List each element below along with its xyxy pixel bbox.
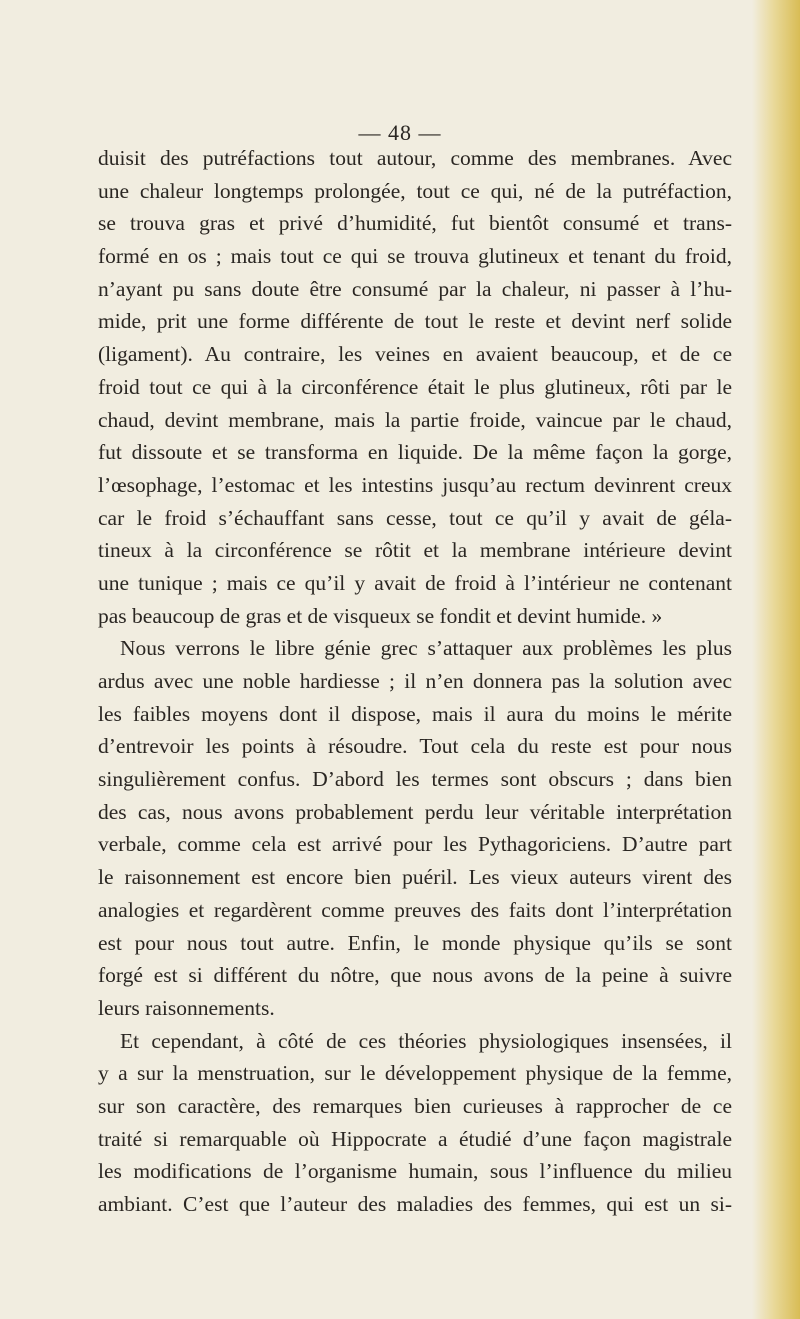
text-line: sur son caractère, des remarques bien curieuses à rapprocher de ce bbox=[98, 1093, 732, 1118]
text-line: Et cependant, à côté de ces théories physiologiques insensées, il bbox=[120, 1028, 732, 1053]
text-line: tineux à la circonférence se rôtit et la membrane intérieure devint bbox=[98, 538, 732, 563]
text-line: ardus avec une noble hardiesse ; il n’en donnera pas la solution avec bbox=[98, 669, 732, 693]
text-line: forgé est si différent du nôtre, que nous avons de la peine à suivre bbox=[98, 963, 732, 988]
body-text bbox=[98, 142, 732, 1221]
text-line: fut dissoute et se transforma en liquide. De la même façon la gorge, bbox=[98, 440, 732, 465]
text-line: car le froid s’échauffant sans cesse, tout ce qu’il y avait de géla- bbox=[98, 505, 732, 530]
text-line: une chaleur longtemps prolongée, tout ce qui, né de la putréfaction, bbox=[98, 178, 732, 203]
text-line: est pour nous tout autre. Enfin, le monde physique qu’ils se sont bbox=[98, 930, 732, 955]
text-line: duisit des putréfactions tout autour, comme des membranes. Avec bbox=[98, 146, 732, 170]
text-line: une tunique ; mais ce qu’il y avait de froid à l’intérieur ne contenant bbox=[98, 570, 732, 595]
text-line: (ligament). Au contraire, les veines en avaient beaucoup, et de ce bbox=[98, 342, 732, 367]
text-line: singulièrement confus. D’abord les termes sont obscurs ; dans bien bbox=[98, 767, 732, 792]
text-line: analogies et regardèrent comme preuves des faits dont l’interprétation bbox=[98, 897, 732, 922]
text-line: les modifications de l’organisme humain, sous l’influence du milieu bbox=[98, 1159, 732, 1184]
text-line: d’entrevoir les points à résoudre. Tout cela du reste est pour nous bbox=[98, 734, 732, 759]
page-number: — 48 — bbox=[358, 120, 442, 145]
text-line: pas beaucoup de gras et de visqueux se fondit et devint humide. » bbox=[98, 603, 663, 628]
text-line: n’ayant pu sans doute être consumé par la chaleur, ni passer à l’hu- bbox=[98, 276, 732, 301]
text-line: chaud, devint membrane, mais la partie froide, vaincue par le chaud, bbox=[98, 407, 732, 432]
text-line: y a sur la menstruation, sur le développement physique de la femme, bbox=[98, 1061, 732, 1086]
text-line: verbale, comme cela est arrivé pour les Pythagoriciens. D’autre part bbox=[98, 832, 732, 857]
text-line: se trouva gras et privé d’humidité, fut bientôt consumé et trans- bbox=[98, 211, 732, 236]
text-line: Nous verrons le libre génie grec s’attaquer aux problèmes les plus bbox=[120, 636, 732, 661]
text-line: froid tout ce qui à la circonférence était le plus glutineux, rôti par le bbox=[98, 374, 732, 399]
text-line: ambiant. C’est que l’auteur des maladies des femmes, qui est un si- bbox=[98, 1192, 732, 1216]
text-line: mide, prit une forme différente de tout le reste et devint nerf solide bbox=[98, 309, 732, 334]
text-line: le raisonnement est encore bien puéril. Les vieux auteurs virent des bbox=[98, 865, 732, 890]
text-line: des cas, nous avons probablement perdu leur véritable interprétation bbox=[98, 799, 732, 824]
text-line: l’œsophage, l’estomac et les intestins jusqu’au rectum devinrent creux bbox=[98, 472, 732, 497]
text-line: les faibles moyens dont il dispose, mais il aura du moins le mérite bbox=[98, 701, 732, 726]
text-line: formé en os ; mais tout ce qui se trouva glutineux et tenant du froid, bbox=[98, 244, 732, 269]
text-line: leurs raisonnements. bbox=[98, 995, 275, 1020]
page-edge bbox=[752, 0, 800, 1319]
text-line: traité si remarquable où Hippocrate a étudié d’une façon magistrale bbox=[98, 1126, 732, 1151]
